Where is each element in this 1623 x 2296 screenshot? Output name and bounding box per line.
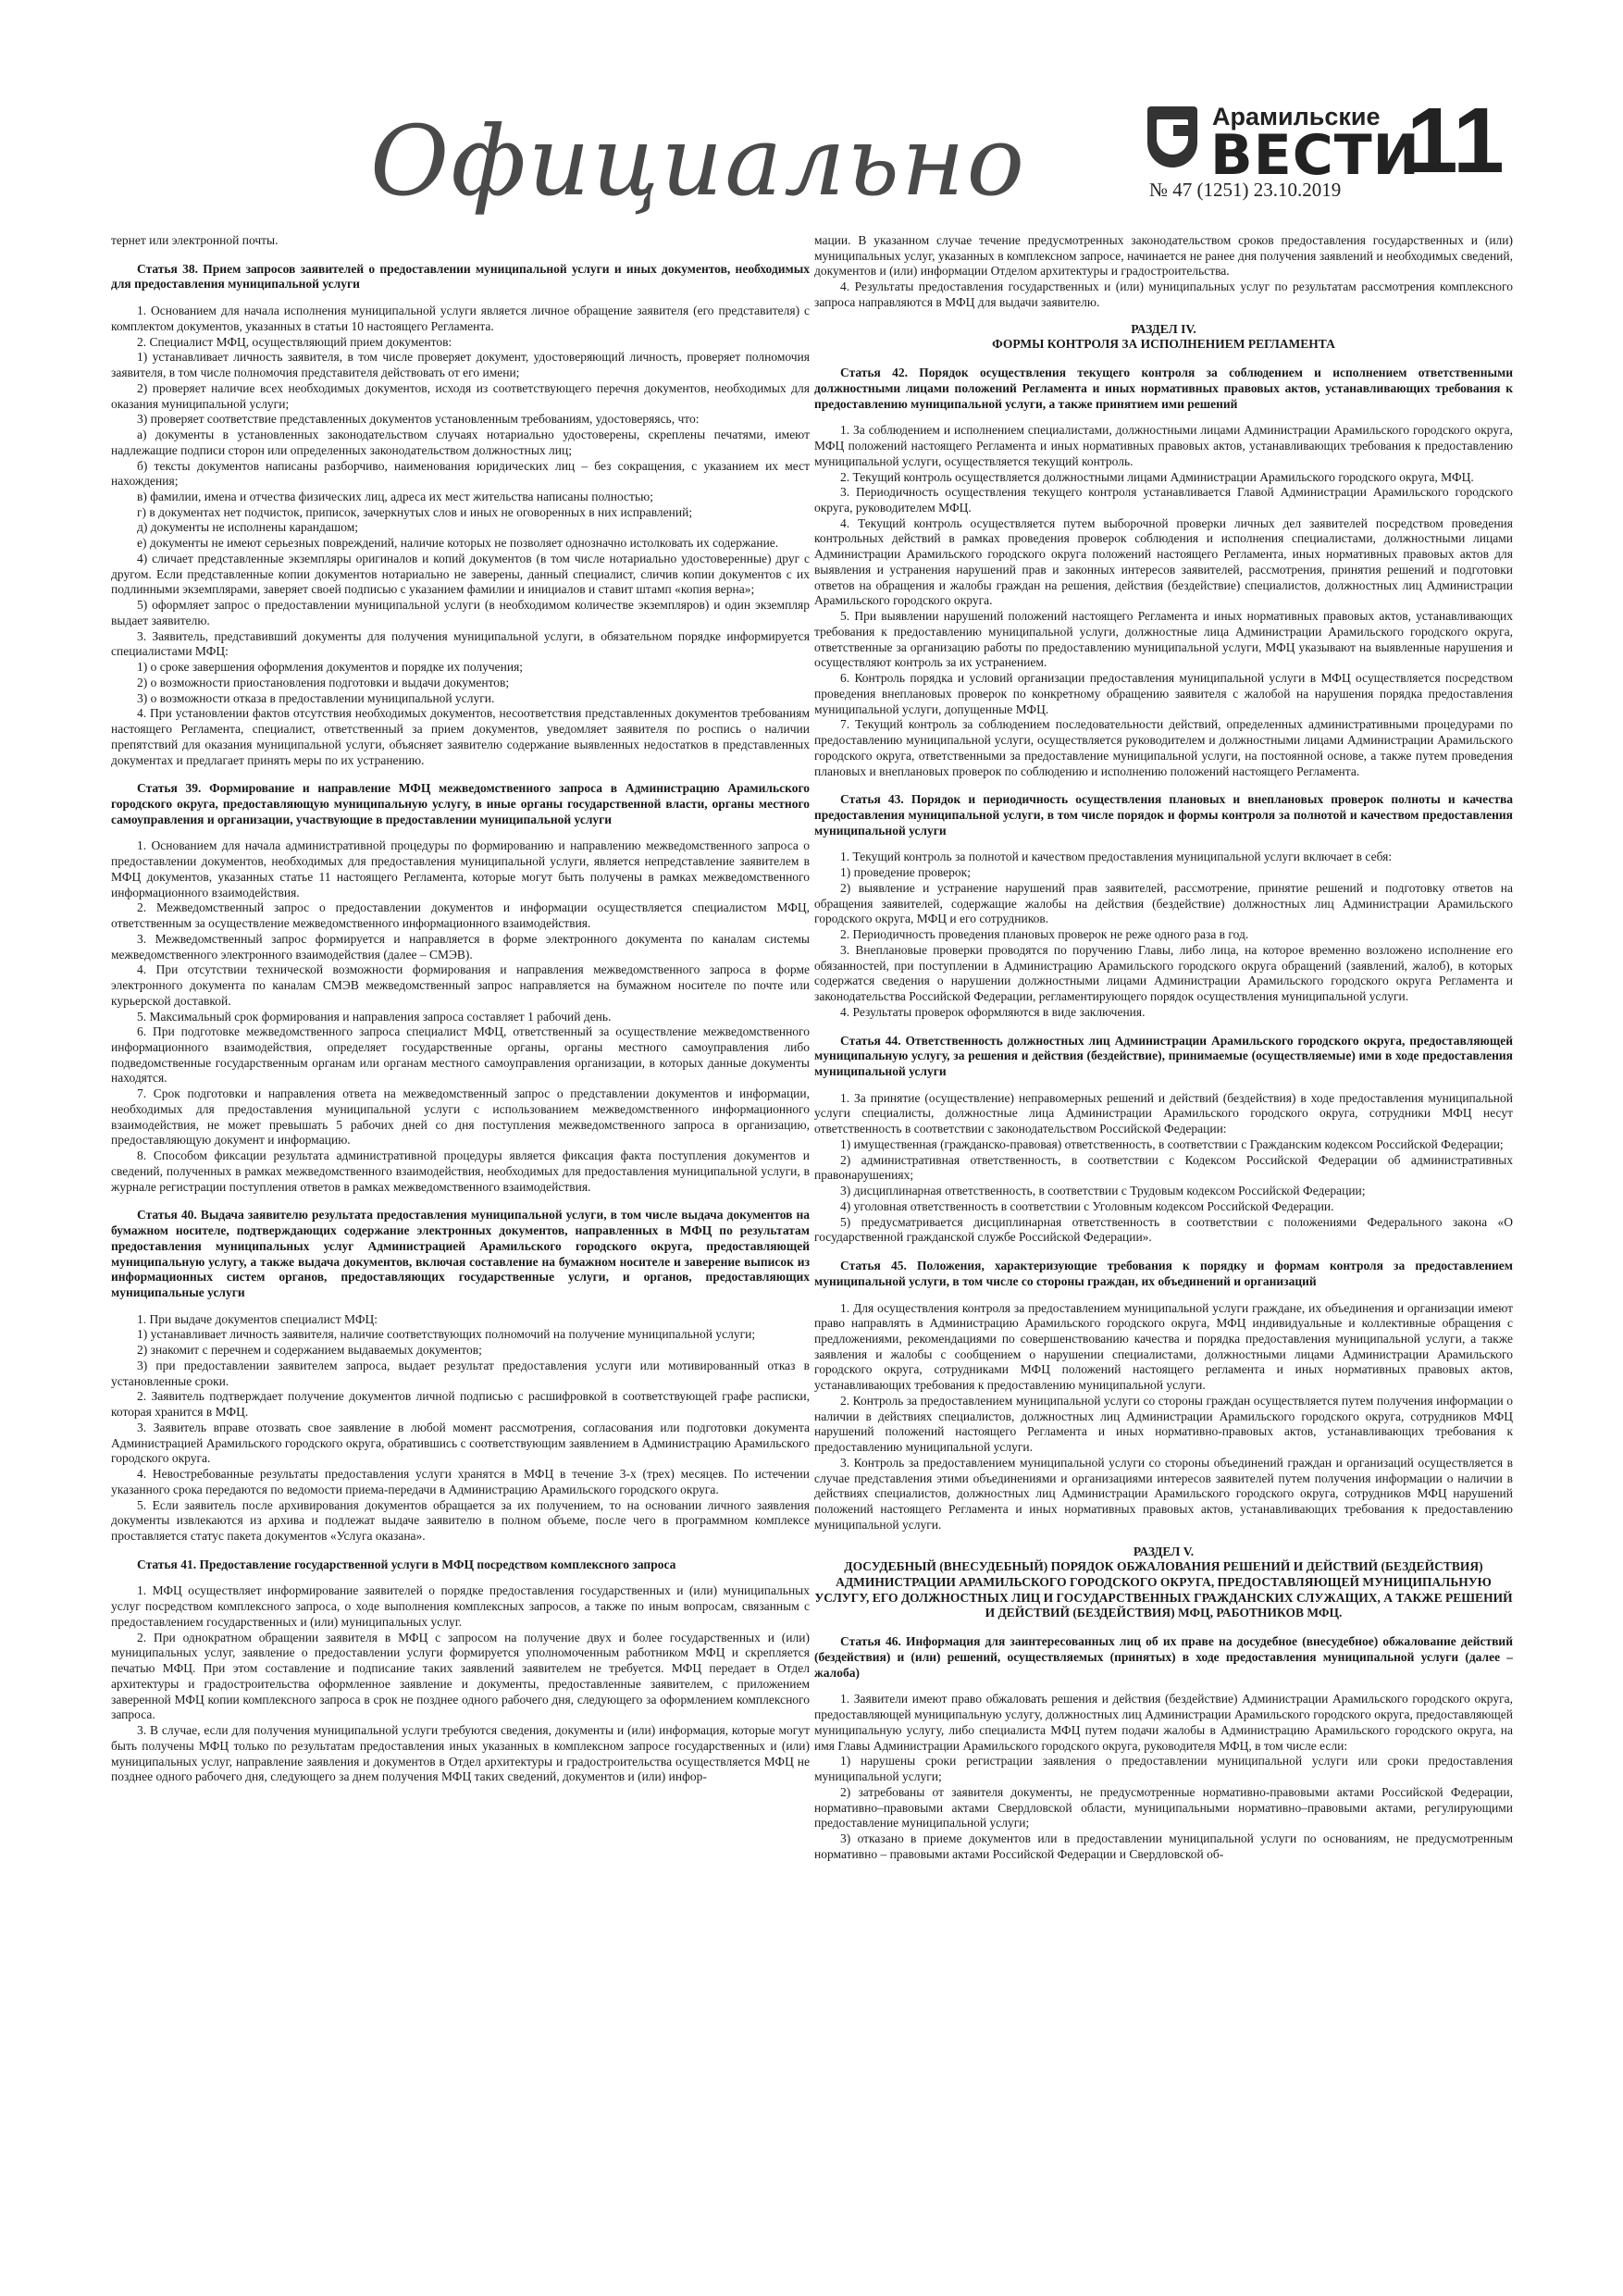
paragraph: 3. Межведомственный запрос формируется и направляется в форме электронного документа по каналам системы межведомственного электронного взаимодействия (далее – СМЭВ). [111,931,810,962]
section-heading [814,1545,1513,1622]
paragraph: 4. Результаты предоставления государственных и (или) муниципальных услуг по результатам рассмотрения комплексного запроса направляются в МФЦ для выдачи заявителю. [814,279,1513,309]
paragraph: 2) проверяет наличие всех необходимых документов, исходя из соответствующего перечня документов, необходимых для оказания муниципальной услуги; [111,380,810,411]
paragraph: 2. Межведомственный запрос о предоставлении документов и информации осуществляется специалистом МФЦ, ответственным за осуществление межведомственного информационного взаимодействия. [111,900,810,931]
paragraph: тернет или электронной почты. [111,233,279,247]
paragraph: 3) о возможности отказа в предоставлении муниципальной услуги. [137,690,495,705]
paragraph: 7. Текущий контроль за соблюдением последовательности действий, определенных административными процедурами по предоставлению муниципальной услуги, осуществляется руководителем и должностными лицами Администрации Арамильского городского округа, ответственными за предоставление муниципальной услуги, на постоянной основе, а также путем проведения плановых и внеплановых проверок по соблюдению и исполнению положений настоящего Регламента. [814,717,1513,778]
section-rubric: Официально [370,105,1027,217]
paragraph: 2) знакомит с перечнем и содержанием выдаваемых документов; [137,1343,482,1358]
paragraph: 1) имущественная (гражданско-правовая) ответственность, в соответствии с Гражданским кодексом Российской Федерации; [840,1136,1504,1151]
paragraph: 3. Внеплановые проверки проводятся по поручению Главы, либо лица, на которое временно возложено исполнение его обязанностей, при поступлении в Администрацию Арамильского городского округа обращений (заявлений, жалоб), в которых содержатся сведения о нарушении должностными лицами Администрации Арамильского городского округа Регламента и законодательства Российской Федерации, регламентирующего порядок осуществления муниципальной услуги. [814,942,1513,1004]
paragraph: 4) уголовная ответственность в соответствии с Уголовным кодексом Российской Федерации. [840,1198,1334,1213]
paragraph: 1) нарушены сроки регистрации заявления о предоставлении муниципальной услуги или сроки предоставления муниципальной услуги; [814,1754,1513,1784]
paragraph: 4. Невостребованные результаты предоставления услуги хранятся в МФЦ в течение 3-х (трех) месяцев. По истечении указанного срока передаются по ведомости приема-передачи в Администрацию Арамильского городского округа. [111,1467,810,1496]
paragraph: 4. При отсутствии технической возможности формирования и направления межведомственного запроса в форме электронного документа по каналам СМЭВ межведомственный запрос направляется на бумажном носителе по почте или курьерской доставкой. [111,962,810,1008]
paragraph: 2. Заявитель подтверждает получение документов личной подписью с расшифровкой в соответствующей графе расписки, которая хранится в МФЦ. [111,1389,810,1420]
paragraph: 2) выявление и устранение нарушений прав заявителей, рассмотрение, принятие решений и подготовку ответов на обращения заявителей, содержащие жалобы на действия (бездействие) должностных лиц Администрации Арамильского городского округа, МФЦ и его сотрудников. [814,880,1513,926]
masthead [111,88,1518,227]
paragraph: 3) проверяет соответствие представленных документов установленным требованиям, удостоверяясь, что: [137,412,700,427]
logo-town-name: Арамильские [1212,103,1381,130]
paragraph: 2. Текущий контроль осуществляется должностными лицами Администрации Арамильского городского округа, МФЦ. [840,469,1474,484]
right-column [814,233,1513,2251]
paragraph: 2. Специалист МФЦ, осуществляющий прием документов: [137,334,452,349]
article-heading: Статья 43. Порядок и периодичность осуществления плановых и внеплановых проверок полноты и качества предоставления муниципальной услуги, в том числе порядок и формы контроля за полнотой и качеством предоставления муниципальной услуги [814,792,1513,838]
paragraph: 3. Контроль за предоставлением муниципальной услуги со стороны объединений граждан и организаций осуществляется в случае представления этими объединениями и организациями интересов заявителей путем получения информации о наличии в действиях специалистов, должностных лиц Администрации Арамильского городского округа, сотрудников МФЦ нарушений положений настоящего Регламента и иных нормативных правовых актов, устанавливающих требования к предоставлению муниципальной услуги. [814,1455,1513,1532]
paragraph: 3. Заявитель, представивший документы для получения муниципальной услуги, в обязательном порядке информируется специалистами МФЦ: [111,628,810,659]
logo-title: ВЕСТИ [1210,123,1420,188]
article-heading: Статья 44. Ответственность должностных лиц Администрации Арамильского городского округа, предоставляющей муниципальную услугу, за решения и действия (бездействие), принимаемые (осуществляемые) ими в ходе предоставления муниципальной услуги [814,1033,1513,1078]
paragraph: 2) затребованы от заявителя документы, не предусмотренные нормативно-правовыми актами Российской Федерации, нормативно–правовыми актами Свердловской области, муниципальными нормативно–правовыми актами, регулирующими предоставление муниципальной услуги; [814,1784,1513,1831]
paragraph: 5. Максимальный срок формирования и направления запроса составляет 1 рабочий день. [137,1009,612,1024]
page-number: 11 [1406,89,1505,192]
paragraph: 1. За соблюдением и исполнением специалистами, должностными лицами Администрации Арамильского городского округа, МФЦ положений настоящего Регламента и иных нормативных правовых актов, устанавливающих требования к предоставлению муниципальной услуги, осуществляется текущий контроль. [814,423,1513,468]
paragraph: 1. МФЦ осуществляет информирование заявителей о порядке предоставления государственных и (или) муниципальных услуг посредством комплексного запроса, о ходе выполнения комплексных запросов, а также по иным вопросам, связанным с предоставлением государственных и (или) муниципальных услуг. [111,1583,810,1629]
article-heading: Статья 38. Прием запросов заявителей о предоставлении муниципальной услуги и иных документов, необходимых для предоставления муниципальной услуги [111,261,810,292]
section-heading [814,322,1513,353]
paragraph: 1. Основанием для начала исполнения муниципальной услуги является личное обращение заявителя (его представителя) с комплектом документов, указанных в статьи 10 настоящего Регламента. [111,304,810,333]
paragraph: 3. Заявитель вправе отозвать свое заявление в любой момент рассмотрения, согласования или подготовки документа Администрацией Арамильского городского округа, обратившись с соответствующим заявлением в Администрацию Арамильского городского округа. [111,1420,810,1466]
paragraph: 2) о возможности приостановления подготовки и выдачи документов; [137,675,510,689]
paragraph: 1. За принятие (осуществление) неправомерных решений и действий (бездействия) в ходе предоставления муниципальной услуги специалисты, должностные лица Администрации Арамильского городского округа, сотрудники МФЦ несут ответственность в соответствии с законодательством Российской Федерации: [814,1090,1513,1136]
section-heading-line: РАЗДЕЛ IV. [1131,321,1196,336]
section-heading-line: ДОСУДЕБНЫЙ (ВНЕСУДЕБНЫЙ) ПОРЯДОК ОБЖАЛОВАНИЯ РЕШЕНИЙ И ДЕЙСТВИЙ (БЕЗДЕЙСТВИЯ) АДМИНИСТРАЦИИ АРАМИЛЬСКОГО ГОРОДСКОГО ОКРУГА, ПРЕДОСТАВЛЯЮЩЕЙ МУНИЦИПАЛЬНУЮ УСЛУГУ, ЕГО ДОЛЖНОСТНЫХ ЛИЦ И ГОСУДАРСТВЕННЫХ ГРАЖДАНСКИХ СЛУЖАЩИХ, А ТАКЖЕ РЕШЕНИЙ И ДЕЙСТВИЙ (БЕЗДЕЙСТВИЯ) МФЦ, РАБОТНИКОВ МФЦ. [814,1559,1513,1620]
paragraph: 1. Для осуществления контроля за предоставлением муниципальной услуги граждане, их объединения и организации имеют право направлять в Администрацию Арамильского городского округа, МФЦ индивидуальные и коллективные обращения с предложениями, рекомендациями по совершенствованию качества и порядка предоставления муниципальной услуги, а также заявления и жалобы с сообщением о нарушении специалистами, должностными лицами Администрации Арамильского городского округа, сотрудниками МФЦ положений настоящего регламента и иных нормативных правовых актов, устанавливающих требования к предоставлению муниципальной услуги. [814,1300,1513,1393]
paragraph: 3) отказано в приеме документов или в предоставлении муниципальной услуги по основаниям, не предусмотренным нормативно – правовыми актами Российской Федерации и Свердловской об- [814,1831,1513,1861]
article-heading: Статья 39. Формирование и направление МФЦ межведомственного запроса в Администрацию Арамильского городского округа, предоставляющую муниципальную услугу, в иные органы государственной власти, органы местного самоуправления и организации, участвующие в предоставлении муниципальной услуги [111,781,810,826]
paragraph: 5. Если заявитель после архивирования документов обращается за их получением, то на основании личного заявления документы извлекаются из архива и подлежат выдаче заявителю в полном объеме, после чего в программном комплексе проставляется статус пакета документов «Услуга оказана». [111,1497,810,1544]
paragraph: 4. Результаты проверок оформляются в виде заключения. [840,1004,1146,1019]
section-heading-line: ФОРМЫ КОНТРОЛЯ ЗА ИСПОЛНЕНИЕМ РЕГЛАМЕНТА [992,337,1335,352]
paragraph: 8. Способом фиксации результата административной процедуры является фиксация факта поступления документов и сведений, полученных в рамках межведомственного взаимодействия, необходимых для предоставления муниципальной услуги, в журнале регистрации поступления ответов в рамках межведомственного взаимодействия. [111,1148,810,1194]
paragraph: 4. При установлении фактов отсутствия необходимых документов, несоответствия представленных документов требованиям настоящего Регламента, специалист, ответственный за прием документов, уведомляет заявителя по роспись о наличии препятствий для оказания муниципальной услуги, объясняет заявителю содержание выявленных недостатков в представленных документах и предлагает принять меры по их устранению. [111,706,810,767]
left-column [111,233,810,2251]
coat-of-arms-icon [1147,106,1197,168]
article-heading: Статья 45. Положения, характеризующие требования к порядку и формам контроля за предоставлением муниципальной услуги, в том числе со стороны граждан, их объединений и организаций [814,1259,1513,1288]
paragraph: е) документы не имеют серьезных повреждений, наличие которых не позволяет однозначно истолковать их содержание. [137,536,779,551]
issue-info: № 47 (1251) 23.10.2019 [1149,179,1342,201]
paragraph: 6. Контроль порядка и условий организации предоставления муниципальной услуги в МФЦ осуществляется посредством проведения внеплановых проверок по конкретному обращению заявителя с жалобой на нарушения порядка предоставления муниципальной услуги, допущенные МФЦ. [814,671,1513,716]
paragraph: 1) устанавливает личность заявителя, в том числе проверяет документ, удостоверяющий личность, проверяет полномочия заявителя, в том числе полномочия представителя действовать от его имени; [111,350,810,380]
paragraph: 2. Контроль за предоставлением муниципальной услуги со стороны граждан осуществляется путем получения информации о наличии в действиях специалистов, должностных лиц Администрации Арамильского городского округа, сотрудников МФЦ нарушений положений настоящего Регламента и иных нормативно-правовых актов, устанавливающих требования к предоставлению муниципальной услуги. [814,1393,1513,1455]
paragraph: 5) предусматривается дисциплинарная ответственность в соответствии с положениями Федерального закона «О государственной гражданской службе Российской Федерации». [814,1214,1513,1245]
paragraph: мации. В указанном случае течение предусмотренных законодательством сроков предоставления государственных и (или) муниципальных услуг, указанных в комплексном запросе, начинается не ранее дня получения заявлений и необходимых сведений, документов и (или) информации Отделом архитектуры и градостроительства. [814,233,1513,279]
paragraph: 1) устанавливает личность заявителя, наличие соответствующих полномочий на получение муниципальной услуги; [137,1327,756,1342]
paragraph: 1. Текущий контроль за полнотой и качеством предоставления муниципальной услуги включает в себя: [840,850,1393,864]
paragraph: 2) административная ответственность, в соответствии с Кодексом Российской Федерации об административных правонарушениях; [814,1152,1513,1183]
paragraph: д) документы не исполнены карандашом; [137,520,358,535]
paragraph: 3) при предоставлении заявителем запроса, выдает результат предоставления услуги или мотивированный отказ в установленные сроки. [111,1358,810,1388]
paragraph: 6. При подготовке межведомственного запроса специалист МФЦ, ответственный за осуществление межведомственного информационного взаимодействия, определяет государственные органы, органы местного самоуправления либо подведомственные государственным органам или органам местного самоуправления организации, в которых данные документы находятся. [111,1024,810,1086]
paragraph: 3. Периодичность осуществления текущего контроля устанавливается Главой Администрации Арамильского городского округа, руководителем МФЦ. [814,485,1513,515]
paragraph: 2. При однократном обращении заявителя в МФЦ с запросом на получение двух и более государственных и (или) муниципальных услуг, заявление о предоставлении услуги формируется уполномоченным работником МФЦ и скрепляется печатью МФЦ. При этом составление и подписание таких заявлений заявителем не требуется. МФЦ передает в Отдел архитектуры и градостроительства оформленное заявление и документы, предоставленные заявителем, с приложением заверенной МФЦ копии комплексного запроса в срок не позднее одного рабочего дня, следующего за оформлением комплексного запроса. [111,1630,810,1722]
paragraph: в) фамилии, имена и отчества физических лиц, адреса их мест жительства написаны полностью; [137,490,653,504]
paragraph: 3. В случае, если для получения муниципальной услуги требуются сведения, документы и (или) информация, которые могут быть получены МФЦ только по результатам предоставления иных указанных в комплексном запросе государственных и (или) муниципальных услуг, направление заявления и документов в Отдел архитектуры и градостроительства осуществляется МФЦ не позднее одного рабочего дня, следующего за днем получения МФЦ таких сведений, документов и (или) инфор- [111,1723,810,1784]
newspaper-logo [1147,88,1420,188]
paragraph: а) документы в установленных законодательством случаях нотариально удостоверены, скреплены печатями, имеют надлежащие подписи сторон или определенных законодательством должностных лиц; [111,428,810,457]
paragraph: 4. Текущий контроль осуществляется путем выборочной проверки личных дел заявителей посредством проведения контрольных действий в рамках проведения проверок соблюдения и исполнения специалистами, должностными лицами Администрации Арамильского городского округа положений настоящего Регламента, иных нормативных правовых актов для выявления и устранения нарушений прав и законных интересов заявителей, рассмотрения, принятия решений и подготовки ответов на обращения и жалобы граждан на решения, действия (бездействие) специалистов, должностных лиц Администрации Арамильского городского округа. [814,515,1513,608]
section-heading-line: РАЗДЕЛ V. [1133,1544,1195,1558]
paragraph: 1. Основанием для начала административной процедуры по формированию и направлению межведомственного запроса о предоставлении документов, необходимых для предоставления муниципальной услуги, является непредставление заявителем в МФЦ документов, указанных статье 11 настоящего Регламента, которые могут быть получены в рамках межведомственного информационного взаимодействия. [111,838,810,900]
paragraph: 1. При выдаче документов специалист МФЦ: [137,1311,378,1326]
article-heading: Статья 40. Выдача заявителю результата предоставления муниципальной услуги, в том числе выдача документов на бумажном носителе, подтверждающих содержание электронных документов, направленных в МФЦ по результатам предоставления муниципальных услуг Администрацией Арамильского городского округа, предоставляющей муниципальную услугу, а также выдача документов, включая составление на бумажном носителе и заверение выписок из информационных систем органов, предоставляющих государственные услуги, и органов, предоставляющих муниципальные услуги [111,1208,810,1299]
paragraph: 7. Срок подготовки и направления ответа на межведомственный запрос о представлении документов и информации, необходимых для предоставления муниципальной услуги с использованием межведомственного информационного взаимодействия, не может превышать 5 рабочих дней со дня поступления межведомственного запроса в организацию, предоставляющую документ и информацию. [111,1086,810,1148]
paragraph: г) в документах нет подчисток, приписок, зачеркнутых слов и иных не оговоренных в них исправлений; [137,504,693,519]
paragraph: 3) дисциплинарная ответственность, в соответствии с Трудовым кодексом Российской Федерации; [840,1184,1366,1198]
article-heading: Статья 41. Предоставление государственной услуги в МФЦ посредством комплексного запроса [137,1557,676,1571]
paragraph: б) тексты документов написаны разборчиво, наименования юридических лиц – без сокращения, с указанием их мест нахождения; [111,458,810,489]
article-heading: Статья 42. Порядок осуществления текущего контроля за соблюдением и исполнением ответственными должностными лицами положений Регламента и иных нормативных правовых актов, устанавливающих требования к предоставлению муниципальной услуги, а также принятием ими решений [814,366,1513,411]
paragraph: 4) сличает представленные экземпляры оригиналов и копий документов (в том числе нотариально удостоверенные) друг с другом. Если представленные копии документов нотариально не заверены, данный специалист, сличив копии документов с их подлинными экземплярами, заверяет своей подписью с указанием фамилии и инициалов и ставит штамп «копия верна»; [111,551,810,597]
article-heading: Статья 46. Информация для заинтересованных лиц об их праве на досудебное (внесудебное) обжалование действий (бездействия) и (или) решений, осуществляемых (принятых) в ходе предоставления муниципальной услуги (далее – жалоба) [814,1634,1513,1680]
paragraph: 1. Заявители имеют право обжаловать решения и действия (бездействие) Администрации Арамильского городского округа, предоставляющей муниципальную услугу, должностных лиц Администрации Арамильского городского округа, предоставляющей муниципальную услугу, либо специалиста МФЦ путем подачи жалобы в Администрацию Арамильского городского округа, на имя Главы Администрации Арамильского городского округа, руководителя МФЦ, в том числе если: [814,1692,1513,1753]
paragraph: 2. Периодичность проведения плановых проверок не реже одного раза в год. [840,927,1249,942]
paragraph: 5. При выявлении нарушений положений настоящего Регламента и иных нормативных правовых актов, устанавливающих требования к предоставлению муниципальной услуги, должностные лица Администрации Арамильского городского округа, ответственные за организацию работы по предоставлению муниципальной услуги, МФЦ указывают на выявленные нарушения и осуществляют контроль за их устранением. [814,609,1513,670]
paragraph: 5) оформляет запрос о предоставлении муниципальной услуги (в необходимом количестве экземпляров) и один экземпляр выдает заявителю. [111,598,810,627]
paragraph: 1) проведение проверок; [840,865,971,880]
paragraph: 1) о сроке завершения оформления документов и порядке их получения; [137,660,524,675]
